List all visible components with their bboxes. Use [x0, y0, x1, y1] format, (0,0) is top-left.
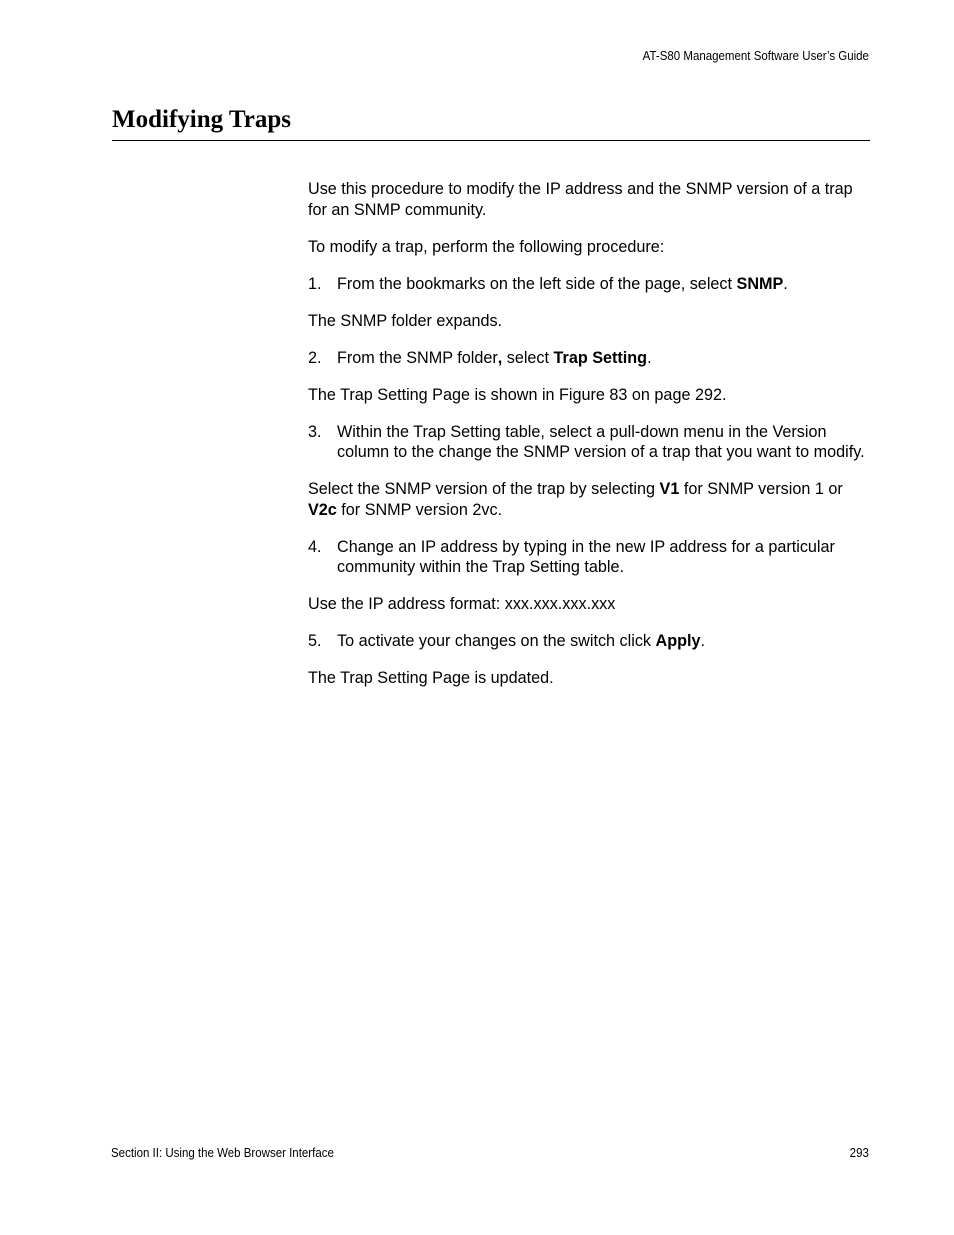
step-text: Within the Trap Setting table, select a pull-down menu in the Version column to the change the SNMP version of a trap that you want to modify.	[337, 422, 865, 461]
step-number: 2.	[308, 348, 322, 367]
step-number: 1.	[308, 274, 322, 293]
step-1-result: The SNMP folder expands.	[308, 311, 503, 330]
step-5	[308, 631, 870, 652]
step-text: From the bookmarks on the left side of the page, select SNMP.	[337, 274, 788, 293]
step-2-result: The Trap Setting Page is shown in Figure 83 on page 292.	[308, 385, 727, 404]
footer-section: Section II: Using the Web Browser Interface	[111, 1146, 334, 1160]
ui-term-apply: Apply	[655, 632, 701, 650]
step-1	[308, 274, 870, 295]
page-number: 293	[849, 1146, 869, 1160]
step-text: To activate your changes on the switch click Apply.	[337, 632, 705, 650]
section-title: Modifying Traps	[112, 106, 291, 133]
running-header: AT-S80 Management Software User’s Guide	[642, 49, 869, 63]
step-4-result: Use the IP address format: xxx.xxx.xxx.xxx	[308, 595, 616, 613]
intro-lead-in: To modify a trap, perform the following procedure:	[308, 237, 665, 256]
step-5-result: The Trap Setting Page is updated.	[308, 669, 554, 687]
ui-term-v2c: V2c	[308, 500, 337, 519]
step-2	[308, 348, 870, 369]
step-text: From the SNMP folder, select Trap Setting.	[337, 348, 652, 367]
step-number: 5.	[308, 632, 322, 650]
ui-term-trap-setting: Trap Setting	[553, 348, 648, 367]
step-4	[308, 537, 870, 578]
step-3	[308, 422, 870, 463]
step-3-result: Select the SNMP version of the trap by selecting V1 for SNMP version 1 or V2c for SNMP version 2vc.	[308, 480, 843, 519]
ui-term-v1: V1	[659, 480, 680, 498]
title-rule	[112, 140, 870, 141]
intro-paragraph: Use this procedure to modify the IP address and the SNMP version of a trap for an SNMP community.	[308, 180, 853, 219]
step-text: Change an IP address by typing in the new IP address for a particular community within the Trap Setting table.	[337, 537, 835, 576]
ui-term-snmp: SNMP	[736, 274, 784, 293]
step-number: 4.	[308, 537, 322, 556]
procedure-body	[308, 179, 870, 705]
step-number: 3.	[308, 422, 322, 441]
